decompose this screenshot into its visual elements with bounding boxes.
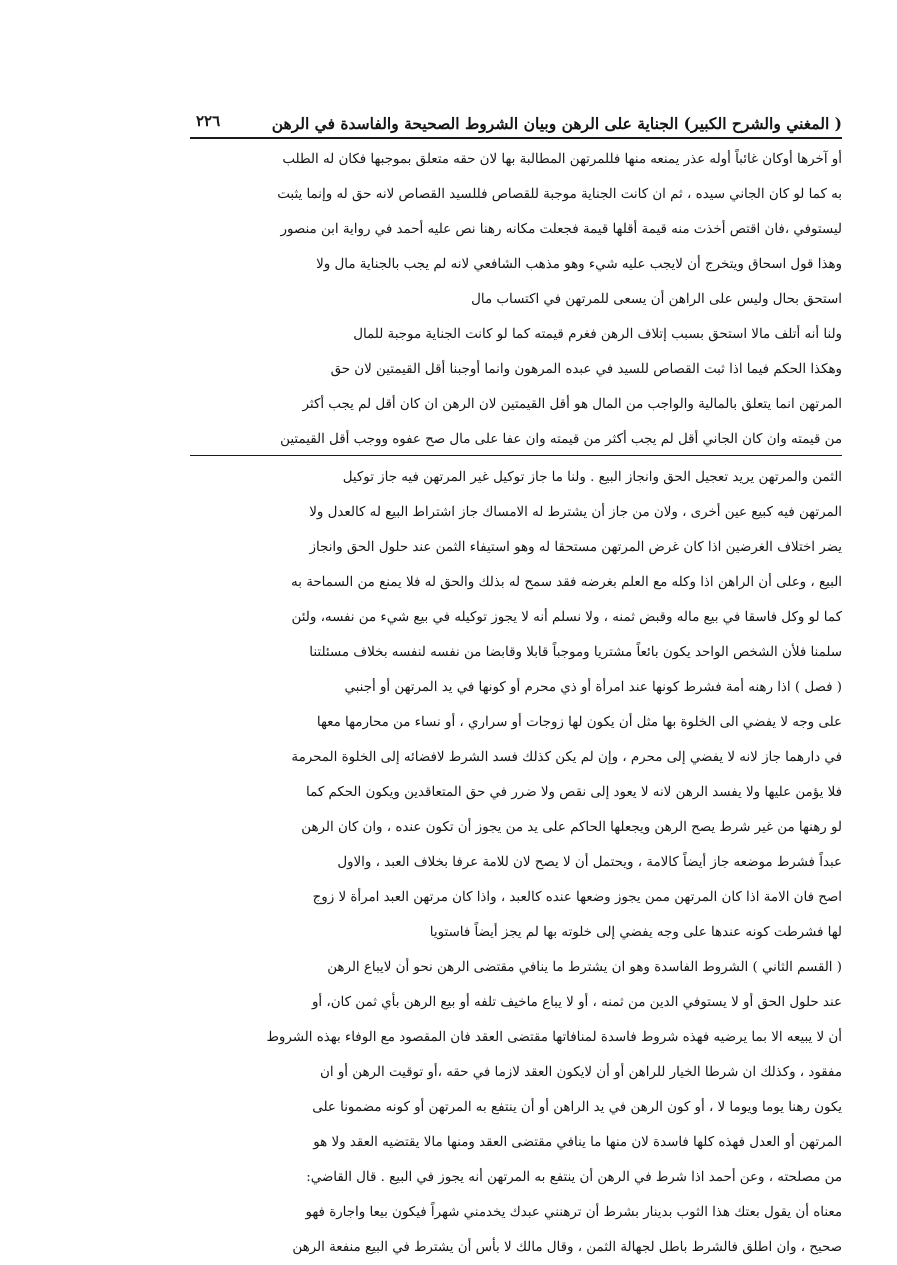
text-line: المرتهن أو العدل فهذه كلها فاسدة لان منها ما ينافي مقتضى العقد ومنها مالا يقتضيه العقد ولا هو [313, 1135, 842, 1150]
lower-text-block [190, 460, 842, 1265]
text-line: أو آخرها أوكان غائباً أوله عذر يمنعه منها فللمرتهن المطالبة بها لان حقه متعلق بموجبها فكان له الطلب [282, 152, 842, 167]
text-line: صحيح ، وان اطلق فالشرط باطل لجهالة الثمن ، وقال مالك لا بأس أن يشترط في البيع منفعة الرهن [292, 1240, 842, 1255]
text-line: البيع ، وعلى أن الراهن اذا وكله مع العلم بغرضه فقد سمح له بذلك والحق له فلا يمنع من السماحة به [291, 575, 842, 590]
upper-text-block [190, 142, 842, 457]
text-line: عند حلول الحق أو لا يستوفي الدين من ثمنه ، أو لا يباع ماخيف تلفه أو بيع الرهن بأي ثمن كان، أو [311, 995, 842, 1010]
text-line: كما لو وكل فاسقا في بيع ماله وقبض ثمنه ، ولا نسلم أنه لا يجوز توكيله في بيع شيء من نفسه، ولئن [291, 610, 842, 625]
text-line: يكون رهنا يوما ويوما لا ، أو كون الرهن في يد الراهن أو أن ينتفع به المرتهن أو كونه مضمونا على [312, 1100, 842, 1115]
header-rule [190, 137, 842, 139]
text-line: وهكذا الحكم فيما اذا ثبت القصاص للسيد في عبده المرهون وانما أوجبنا أقل القيمتين لان حق [330, 362, 842, 377]
text-line: مفقود ، وكذلك ان شرطا الخيار للراهن أو أن لايكون العقد لازما في حقه ،أو توقيت الرهن أو ان [320, 1065, 842, 1080]
text-line: لو رهنها من غير شرط يصح الرهن ويجعلها الحاكم على يد من يجوز أن تكون عنده ، وان كان الرهن [301, 820, 842, 835]
text-line: أن لا يبيعه الا بما يرضيه فهذه شروط فاسدة لمنافاتها مقتضى العقد فان المقصود مع الوفاء بهذه الشروط [266, 1030, 842, 1045]
text-line: لها فشرطت كونه عندها على وجه يفضي إلى خلوته بها لم يجز أيضاً فاستويا [429, 925, 842, 940]
section-divider [190, 455, 842, 456]
text-line: اصح فان الامة اذا كان المرتهن ممن يجوز وضعها عنده كالعبد ، واذا كان مرتهن العبد امرأة لا زوج [312, 890, 842, 905]
header-title: ( المغني والشرح الكبير) الجناية على الرهن وبيان الشروط الصحيحة والفاسدة في الرهن [271, 114, 842, 133]
text-line: استحق بحال وليس على الراهن أن يسعى للمرتهن في اكتساب مال [471, 292, 842, 307]
text-line: المرتهن انما يتعلق بالمالية والواجب من المال هو أقل القيمتين لان الرهن ان كان أقل لم يجب أكثر [302, 397, 842, 412]
text-line: عبداً فشرط موضعه جاز أيضاً كالامة ، ويحتمل أن لا يصح لان للامة عرفا بخلاف العبد ، والاول [337, 855, 842, 870]
text-line: ( القسم الثاني ) الشروط الفاسدة وهو ان يشترط ما ينافي مقتضى الرهن نحو أن لايباع الرهن [327, 960, 842, 975]
running-header [190, 103, 842, 133]
text-line: به كما لو كان الجاني سيده ، ثم ان كانت الجناية موجبة للقصاص فللسيد القصاص لانه حق له وإنما يثبت [277, 187, 842, 202]
text-line: ( فصل ) اذا رهنه أمة فشرط كونها عند امرأة أو ذي محرم أو كونها في يد المرتهن أو أجنبي [344, 680, 842, 695]
text-line: ليستوفي ،فان اقتص أخذت منه قيمة أقلها قيمة فجعلت مكانه رهنا نص عليه أحمد في رواية ابن منصور [280, 222, 842, 237]
text-line: من قيمته وان كان الجاني أقل لم يجب أكثر من قيمته وان عفا على مال صح عفوه ووجب أقل القيمتين [280, 432, 842, 447]
text-line: ولنا أنه أتلف مالا استحق بسبب إتلاف الرهن فغرم قيمته كما لو كانت الجناية موجبة للمال [353, 327, 842, 342]
text-line: فلا يؤمن عليها ولا يفسد الرهن لانه لا يعود إلى نقص ولا ضرر في حق المتعاقدين ويكون الحكم كما [306, 785, 842, 800]
text-line: المرتهن فيه كبيع عين أخرى ، ولان من جاز أن يشترط له الامساك جاز اشتراط البيع له كالعدل ولا [309, 505, 842, 520]
text-line: على وجه لا يفضي الى الخلوة بها مثل أن يكون لها زوجات أو سراري ، أو نساء من محارمها معها [316, 715, 842, 730]
text-line: من مصلحته ، وعن أحمد اذا شرط في الرهن أن ينتفع به المرتهن أنه يجوز في البيع . قال القاضي: [306, 1170, 842, 1185]
text-line: معناه أن يقول بعتك هذا الثوب بدينار بشرط أن ترهنني عبدك يخدمني شهراً فيكون بيعا واجارة فهو [305, 1205, 842, 1220]
text-line: وهذا قول اسحاق ويتخرج أن لايجب عليه شيء وهو مذهب الشافعي لانه لم يجب بالجناية مال ولا [316, 257, 842, 272]
text-line: يضر اختلاف الغرضين اذا كان غرض المرتهن مستحقا له وهو استيفاء الثمن عند حلول الحق وانجاز [309, 540, 842, 555]
text-line: الثمن والمرتهن يريد تعجيل الحق وانجاز البيع . ولنا ما جاز توكيل غير المرتهن فيه جاز توكيل [342, 470, 842, 485]
text-line: سلمنا فلأن الشخص الواحد يكون بائعاً مشتريا وموجباً قابلا وقابضا من نفسه لنفسه بخلاف مسئلتنا [309, 645, 842, 660]
page-number: ٢٢٦ [196, 112, 221, 130]
text-line: في دارهما جاز لانه لا يفضي إلى محرم ، وإن لم يكن كذلك فسد الشرط لافضائه إلى الخلوة المحرمة [291, 750, 842, 765]
